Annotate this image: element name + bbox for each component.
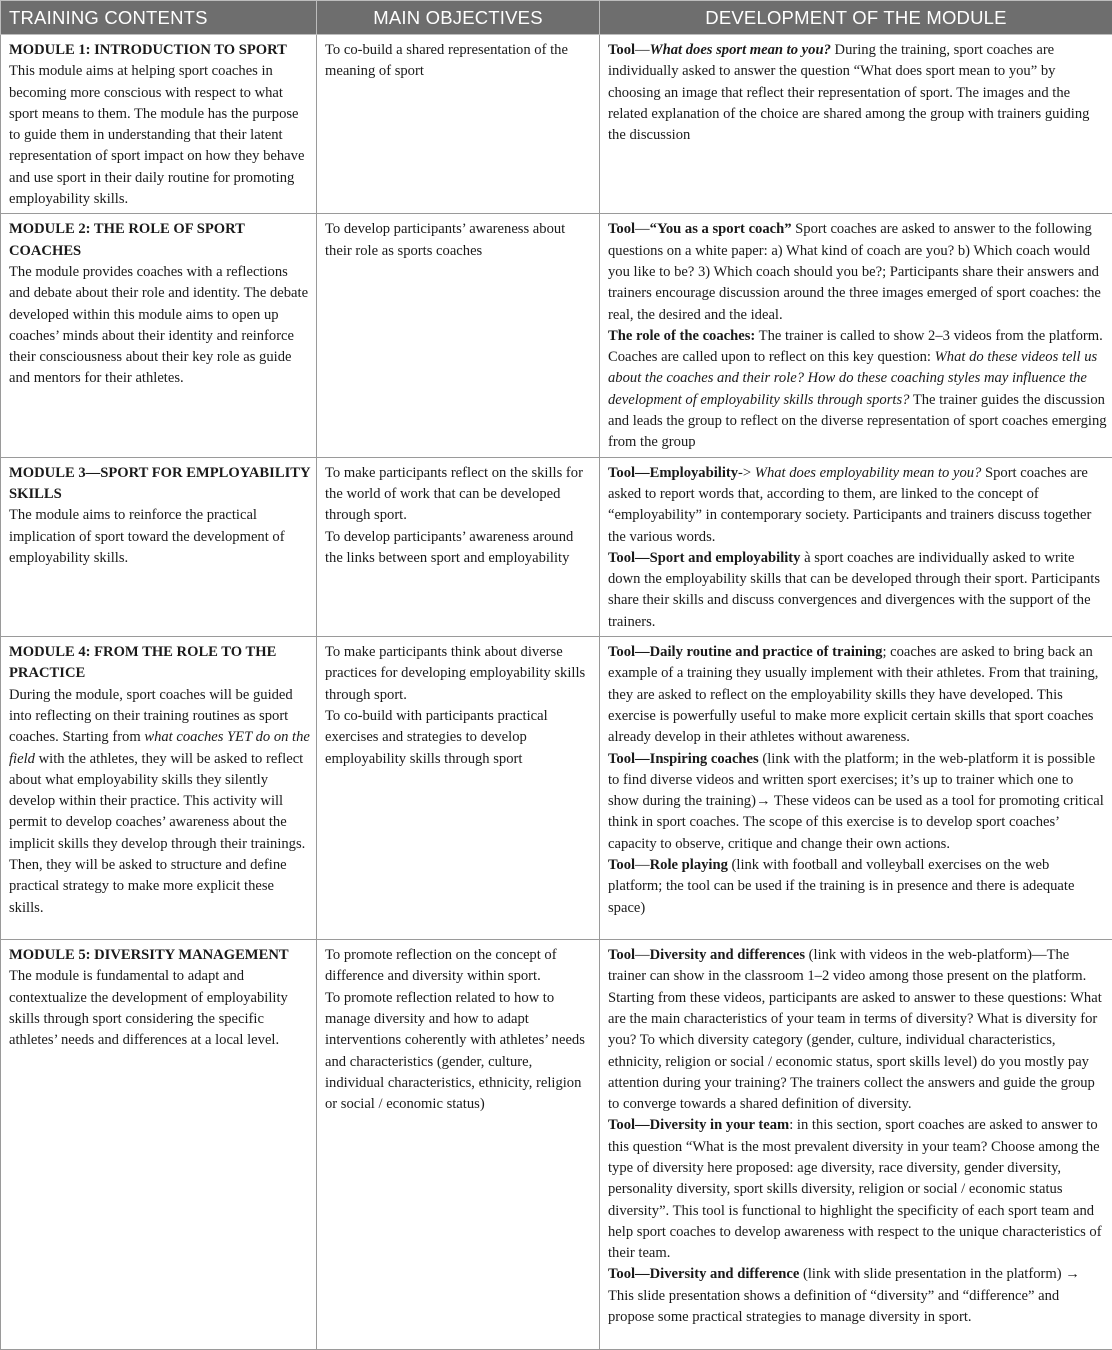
development-item <box>608 326 1107 454</box>
module-title: MODULE 1: INTRODUCTION TO SPORT <box>9 40 311 61</box>
development-cell <box>600 214 1112 457</box>
objective: To make participants reflect on the skills for the world of work that can be developed through sport. <box>325 463 594 527</box>
tool-text: (link with videos in the web-platform)—The trainer can show in the classroom 1–2 video among those present on the platform. Starting from these videos, participants are asked to answer to these questions: What are the main characteristics of your team in terms of diversity? What is diversity for you? To which diversity category (gender, culture, individual characteristics, ethnicity, religion or social / economic status, sport skills level) do you mostly pay attention during your training? The trainers collect the answers and guide the group to converge towards a shared definition of diversity. <box>608 947 1102 1112</box>
tool-text: ; coaches are asked to bring back an example of a training they usually implement with their athletes. From that training, they are asked to reflect on the employability skills they have developed. This exercise is powerfully useful to make more explicit certain skills that sport coaches already develop in their athletes without awareness. <box>608 644 1098 745</box>
header-training-contents: TRAINING CONTENTS <box>1 1 317 35</box>
tool-name: Role playing <box>650 857 728 873</box>
tool-name: Diversity and differences <box>650 947 805 963</box>
table-row <box>1 457 1112 636</box>
module-description <box>9 685 311 919</box>
training-contents-cell <box>1 214 317 457</box>
module-title: MODULE 4: FROM THE ROLE TO THE PRACTICE <box>9 642 311 685</box>
module-title: MODULE 2: THE ROLE OF SPORT COACHES <box>9 219 311 262</box>
objectives-cell <box>317 457 600 636</box>
module-text: with the athletes, they will be asked to reflect about what employability skills they silently develop within their practice. This activity will permit to develop coaches’ awareness about the implicit skills they develop through their trainings. Then, they will be asked to structure and define practical strategy to make more explicit these skills. <box>9 751 305 916</box>
tool-heading: Tool—Diversity in your team <box>608 1117 789 1133</box>
table-row <box>1 214 1112 457</box>
tool-question: What do these videos tell us about the coaches and their role? How do these coaching styles may influence the development of employability skills through sports? <box>608 349 1097 408</box>
tool-heading: Tool—Employability <box>608 465 738 481</box>
tool-heading: Tool—Daily routine and practice of training <box>608 644 882 660</box>
objectives-cell <box>317 214 600 457</box>
arrow-glyph: -> <box>738 465 755 481</box>
module-text: During the module, sport coaches will be guided into reflecting on their training routines as sport coaches. Starting from <box>9 687 293 746</box>
objective: To develop participants’ awareness around the links between sport and employability <box>325 527 594 570</box>
module-description: This module aims at helping sport coaches in becoming more conscious with respect to what sport means to them. The module has the purpose to guide them in understanding that their latent representation of sport impact on how they behave and use sport in their daily routine for promoting employability skills. <box>9 61 311 210</box>
tool-heading: Tool—Diversity and difference <box>608 1266 799 1282</box>
objective: To develop participants’ awareness about their role as sports coaches <box>325 219 594 262</box>
table-header-row <box>1 1 1112 35</box>
tool-question: What does employability mean to you? <box>755 465 982 481</box>
objective: To co-build a shared representation of the meaning of sport <box>325 40 594 83</box>
development-cell <box>600 940 1112 1350</box>
tool-text: The trainer is called to show 2–3 videos from the platform. Coaches are called upon to reflect on this key question: <box>608 328 1103 365</box>
training-contents-cell <box>1 35 317 214</box>
module-title: MODULE 3—SPORT FOR EMPLOYABILITY SKILLS <box>9 463 311 506</box>
tool-text: (link with the platform; in the web-platform it is possible to find diverse videos and written sport exercises; it’s up to trainer which one to show during the training)→ These videos can be used as a tool for promoting critical think in sport coaches. The scope of this exercise is to develop sport coaches’ capacity to observe, critique and change their own actions. <box>608 751 1104 852</box>
tool-separator: — <box>635 42 650 58</box>
objectives-cell <box>317 940 600 1350</box>
development-item <box>608 1115 1107 1264</box>
development-item <box>608 1264 1107 1328</box>
tool-name: What does sport mean to you? <box>650 42 831 58</box>
tool-heading: The role of the coaches: <box>608 328 755 344</box>
tool-separator: — <box>635 947 650 963</box>
training-contents-cell <box>1 637 317 940</box>
training-contents-cell <box>1 940 317 1350</box>
objectives-cell <box>317 35 600 214</box>
development-item <box>608 945 1107 1115</box>
tool-label: Tool <box>608 42 635 58</box>
objectives-cell <box>317 637 600 940</box>
development-item <box>608 548 1107 633</box>
development-cell <box>600 35 1112 214</box>
tool-text: Sport coaches are asked to report words that, according to them, are linked to the concept of “employability” in contemporary society. Participants and trainers discuss together the various words. <box>608 465 1091 545</box>
module-description: The module provides coaches with a reflections and debate about their role and identity. The debate developed within this module aims to open up coaches’ minds about their identity and reinforce their consciousness about their key role as guide and mentors for their athletes. <box>9 262 311 390</box>
tool-text: (link with slide presentation in the platform) → This slide presentation shows a definition of “diversity” and “difference” and propose some practical strategies to manage diversity in sport. <box>608 1266 1080 1325</box>
tool-text: : in this section, sport coaches are asked to answer to this question “What is the most prevalent diversity in your team? Choose among the type of diversity here proposed: age diversity, race diversity, gender diversity, personality diversity, sport skills diversity, religion or social / economic status diversity”. This tool is functional to highlight the specificity of each sport team and help sport coaches to develop awareness with respect to the unique characteristics of their team. <box>608 1117 1102 1261</box>
training-contents-cell <box>1 457 317 636</box>
module-title: MODULE 5: DIVERSITY MANAGEMENT <box>9 945 311 966</box>
module-description: The module is fundamental to adapt and contextualize the development of employability skills through sport considering the specific athletes’ needs and differences at a local level. <box>9 966 311 1051</box>
table-row <box>1 940 1112 1350</box>
table-row <box>1 35 1112 214</box>
tool-name: “You as a sport coach” <box>650 221 792 237</box>
objective: To make participants think about diverse practices for developing employability skills through sport. <box>325 642 594 706</box>
header-main-objectives: MAIN OBJECTIVES <box>317 1 600 35</box>
module-description: The module aims to reinforce the practical implication of sport toward the development of employability skills. <box>9 505 311 569</box>
tool-label: Tool <box>608 947 635 963</box>
development-item <box>608 40 1107 146</box>
tool-text: Sport coaches are asked to answer to the following questions on a white paper: a) What kind of coach are you? b) Which coach would you like to be? 3) Which coach should you be?; Participants share their answers and trainers encourage discussion around the three images emerged of sport coaches: the real, the desired and the ideal. <box>608 221 1101 322</box>
tool-text: The trainer guides the discussion and leads the group to reflect on the diverse representation of sport coaches emerging from the group <box>608 392 1107 451</box>
tool-text: During the training, sport coaches are individually asked to answer the question “What does sport mean to you” by choosing an image that reflect their representation of sport. The images and the related explanation of the choice are shared among the group with trainers guiding the discussion <box>608 42 1089 143</box>
development-item <box>608 642 1107 748</box>
tool-label: Tool <box>608 221 635 237</box>
development-item <box>608 219 1107 325</box>
tool-label: Tool <box>608 857 635 873</box>
module-text-emphasis: what coaches YET do on the field <box>9 729 310 766</box>
development-cell <box>600 457 1112 636</box>
tool-separator: — <box>635 221 650 237</box>
objective: To promote reflection related to how to manage diversity and how to adapt interventions coherently with athletes’ needs and characteristics (gender, culture, individual characteristics, ethnicity, religion or social / economic status) <box>325 988 594 1116</box>
tool-text: (link with football and volleyball exercises on the web platform; the tool can be used if the training is in presence and there is adequate space) <box>608 857 1074 916</box>
tool-heading: Tool—Inspiring coaches <box>608 751 759 767</box>
tool-separator: — <box>635 857 650 873</box>
table-row <box>1 637 1112 940</box>
tool-text: à sport coaches are individually asked to write down the employability skills that can be developed through their sport. Participants share their skills and discuss convergences and divergences with the support of the trainers. <box>608 550 1100 630</box>
development-item <box>608 749 1107 855</box>
development-cell <box>600 637 1112 940</box>
development-item <box>608 463 1107 548</box>
objective: To promote reflection on the concept of difference and diversity within sport. <box>325 945 594 988</box>
development-item <box>608 855 1107 919</box>
header-development: DEVELOPMENT OF THE MODULE <box>600 1 1112 35</box>
tool-heading: Tool—Sport and employability <box>608 550 800 566</box>
objective: To co-build with participants practical exercises and strategies to develop employability skills through sport <box>325 706 594 770</box>
